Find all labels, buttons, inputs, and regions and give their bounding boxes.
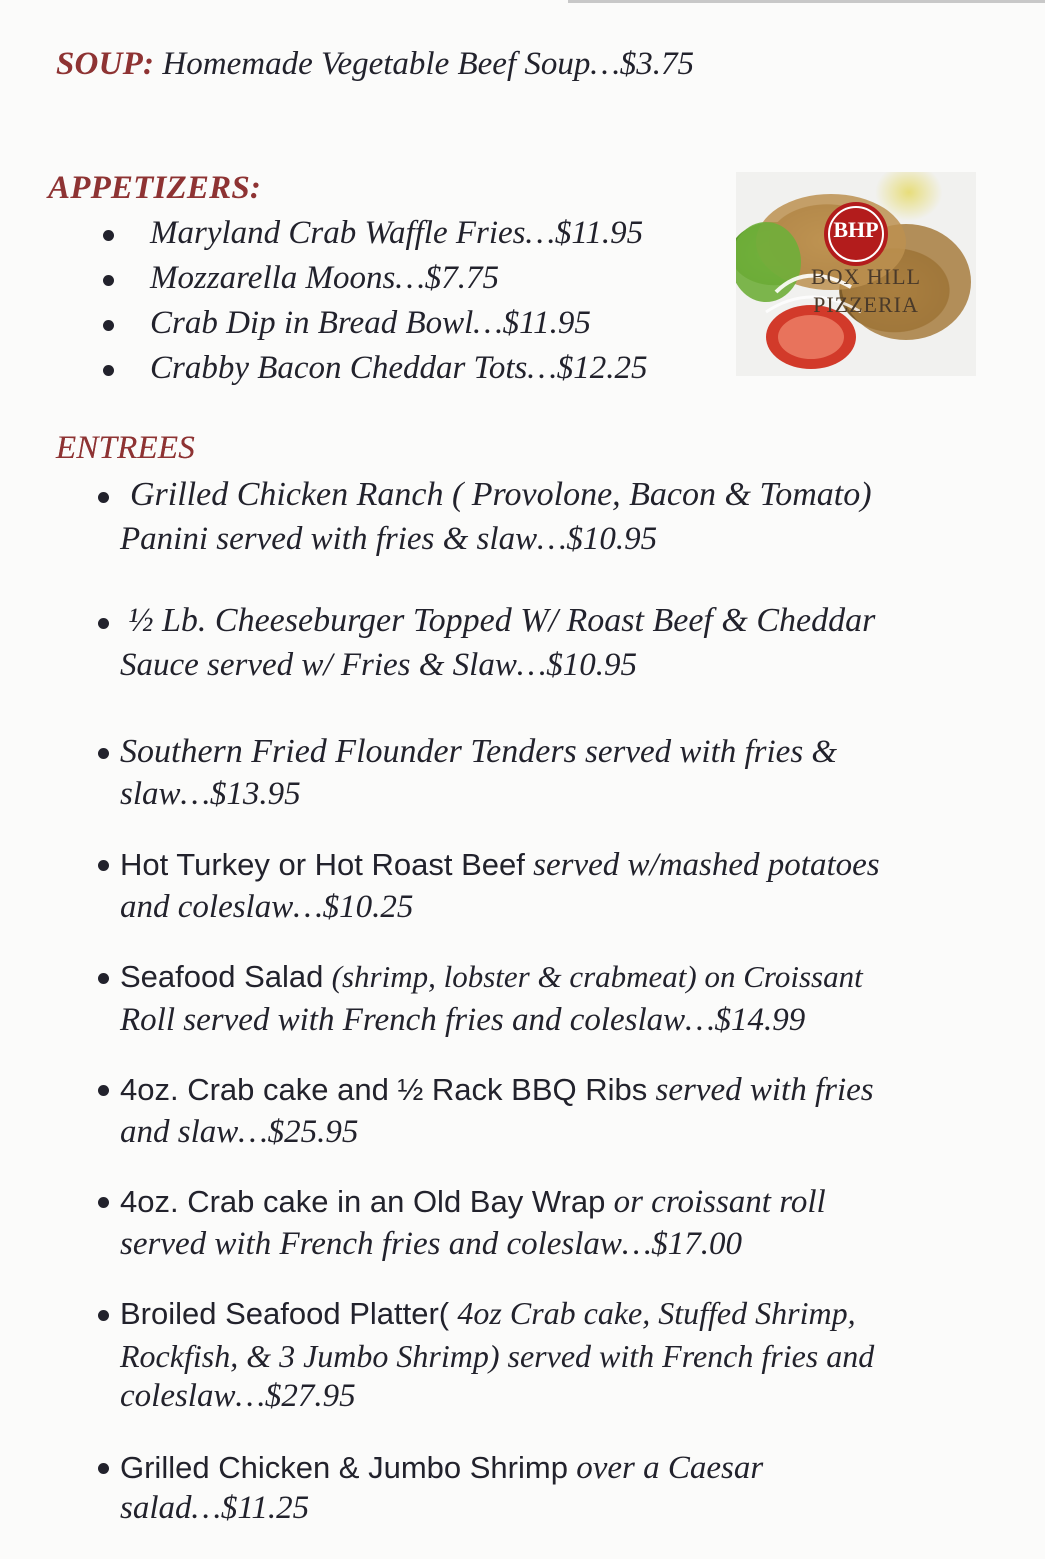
bullet — [98, 1463, 109, 1474]
entree-desc: over a Caesar — [576, 1450, 764, 1486]
entree-item-4-line-1 — [120, 847, 880, 884]
entree-desc: 4oz Crab cake, Stuffed Shrimp, — [457, 1295, 856, 1331]
entree-item-7-line-1 — [120, 1184, 826, 1221]
entree-item-6-line-1 — [120, 1072, 874, 1109]
appetizer-item: Maryland Crab Waffle Fries…$11.95 — [150, 215, 644, 251]
entree-item-3-line-2: slaw…$13.95 — [120, 776, 301, 812]
entree-name: 4oz. Crab cake in an Old Bay Wrap — [120, 1184, 606, 1219]
soup-heading: SOUP: — [56, 46, 155, 82]
bullet — [98, 748, 109, 759]
bullet — [103, 320, 114, 331]
entree-item-9-line-1 — [120, 1450, 763, 1487]
appetizer-item: Crabby Bacon Cheddar Tots…$12.25 — [150, 350, 648, 386]
entree-name: Hot Turkey or Hot Roast Beef — [120, 847, 525, 882]
entree-item-8-line-1 — [120, 1295, 856, 1333]
entree-item-5-line-1 — [120, 959, 863, 996]
entree-item-7-line-2: served with French fries and coleslaw…$17.00 — [120, 1226, 743, 1262]
entrees-heading: ENTREES — [56, 430, 195, 466]
soup-item: Homemade Vegetable Beef Soup…$3.75 — [162, 46, 694, 82]
entree-name: Seafood Salad — [120, 959, 324, 994]
entree-item-2-line-2: Sauce served w/ Fries & Slaw…$10.95 — [120, 647, 637, 683]
entree-desc: or croissant roll — [613, 1184, 826, 1220]
box-hill-pizzeria-logo — [736, 172, 976, 376]
entree-item-8-line-2: Rockfish, & 3 Jumbo Shrimp) served with French fries and — [120, 1338, 875, 1374]
logo-monogram: BHP — [833, 217, 879, 242]
soup-line — [56, 46, 694, 83]
bullet — [103, 230, 114, 241]
entree-item-9-line-2: salad…$11.25 — [120, 1490, 310, 1526]
bullet — [98, 1085, 109, 1096]
appetizer-item: Crab Dip in Bread Bowl…$11.95 — [150, 305, 591, 341]
bullet — [98, 492, 109, 503]
bullet — [103, 365, 114, 376]
entree-desc: served w/mashed potatoes — [533, 847, 880, 883]
entree-item-4-line-2: and coleslaw…$10.25 — [120, 889, 414, 925]
entree-desc: served with fries & — [585, 734, 838, 770]
appetizers-heading: APPETIZERS: — [48, 170, 262, 206]
entree-name: Southern Fried Flounder Tenders — [120, 733, 577, 770]
appetizer-item: Mozzarella Moons…$7.75 — [150, 260, 499, 296]
entree-desc: served with fries — [655, 1072, 874, 1108]
entree-desc: (shrimp, lobster & crabmeat) on Croissant — [331, 959, 863, 994]
bullet — [98, 618, 109, 629]
bullet — [98, 1310, 109, 1321]
entree-name: Broiled Seafood Platter( — [120, 1296, 450, 1331]
entree-item-1-line-1: Grilled Chicken Ranch ( Provolone, Bacon & Tomato) — [130, 476, 872, 513]
entree-item-5-line-2: Roll served with French fries and coleslaw…$14.99 — [120, 1002, 806, 1038]
entree-item-3-line-1 — [120, 733, 837, 771]
logo-line1: BOX HILL — [810, 264, 922, 289]
entree-name: Grilled Chicken & Jumbo Shrimp — [120, 1450, 568, 1485]
bullet — [98, 1197, 109, 1208]
page-edge-line — [568, 0, 1045, 3]
bullet — [98, 860, 109, 871]
entree-item-8-line-3: coleslaw…$27.95 — [120, 1378, 356, 1414]
entree-item-1-line-2: Panini served with fries & slaw…$10.95 — [120, 521, 658, 557]
logo-line2: PIZZERIA — [813, 292, 919, 317]
entree-item-6-line-2: and slaw…$25.95 — [120, 1114, 359, 1150]
bullet — [98, 973, 109, 984]
entree-item-2-line-1: ½ Lb. Cheeseburger Topped W/ Roast Beef & Cheddar — [128, 602, 876, 639]
bullet — [103, 275, 114, 286]
entree-name: 4oz. Crab cake and ½ Rack BBQ Ribs — [120, 1072, 648, 1107]
